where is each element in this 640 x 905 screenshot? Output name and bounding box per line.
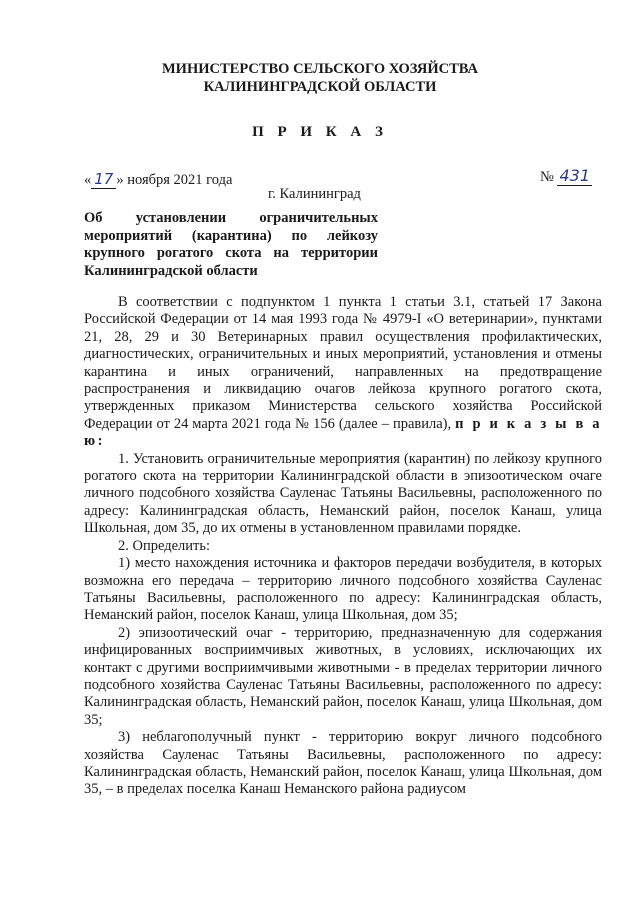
city: г. Калининград	[268, 186, 361, 202]
order-date	[84, 170, 232, 189]
ministry-name-line1: МИНИСТЕРСТВО СЕЛЬСКОГО ХОЗЯЙСТВА	[162, 61, 478, 77]
order-word: п р и к а з ы в а ю:	[84, 415, 603, 450]
ministry-name-line2: КАЛИНИНГРАДСКОЙ ОБЛАСТИ	[203, 79, 437, 95]
item-1: 1. Установить ограничительные мероприятия (карантин) по лейкозу крупного рогатого скота на территории Калининградской области в эпизоотическом очаге личного подсобного хозяйства Сауленас Татьяны Васильевны, расположенного по адресу: Калининградская область, Неманский район, поселок Канаш, улица Школьная, дом 35, до их отмены в установленном правилами порядке.	[84, 450, 602, 537]
order-subject: Об установлении ограничительных мероприятий (карантина) по лейкозу крупного рогатого скота на территории Калининградской области	[84, 210, 378, 279]
order-title: П Р И К А З	[252, 124, 388, 140]
order-body	[84, 294, 602, 799]
date-day-handwritten: 17	[91, 170, 116, 189]
number-value-handwritten: 431	[559, 166, 591, 185]
intro-text: В соответствии с подпунктом 1 пункта 1 статьи 3.1, статьей 17 Закона Российской Федерации от 14 мая 1993 года № 4979-I «О ветеринарии», пунктами 21, 28, 29 и 30 Ветеринарных правил осуществления профилактических, диагностических, ограничительных и иных мероприятий, установления и отмены карантина и иных ограничений, направленных на предотвращение распространения и ликвидацию очагов лейкоза крупного рогатого скота, утвержденных приказом Министерства сельского хозяйства Российской Федерации от 24 марта 2021 года № 156 (далее – правила),	[84, 294, 602, 432]
number-prefix: №	[540, 169, 554, 185]
item-2-1: 1) место нахождения источника и факторов передачи возбудителя, в которых возможна его передача – территорию личного подсобного хозяйства Сауленас Татьяны Васильевны, расположенного по адресу: Калининградская область, Неманский район, поселок Канаш, улица Школьная, дом 35;	[84, 555, 602, 624]
item-2-2: 2) эпизоотический очаг - территорию, предназначенную для содержания инфицированных восприимчивых животных, в условиях, исключающих их контакт с другими восприимчивыми животными - в пределах территории личного подсобного хозяйства Сауленас Татьяны Васильевны, расположенного по адресу: Калининградская область, Неманский район, поселок Канаш, улица Школьная, дом 35;	[84, 624, 602, 728]
item-2: 2. Определить:	[118, 537, 211, 554]
ministry-header	[0, 60, 640, 96]
order-number	[540, 166, 592, 186]
intro-paragraph	[84, 294, 602, 451]
item-2-3: 3) неблагополучный пункт - территорию вокруг личного подсобного хозяйства Сауленас Татьяны Васильевны, расположенного по адресу: Калининградская область, Неманский район, поселок Канаш, улица Школьная, дом 35, – в пределах поселка Канаш Неманского района радиусом	[84, 729, 602, 798]
date-open-quote: «	[84, 172, 92, 188]
date-rest: » ноября 2021 года	[116, 172, 233, 188]
